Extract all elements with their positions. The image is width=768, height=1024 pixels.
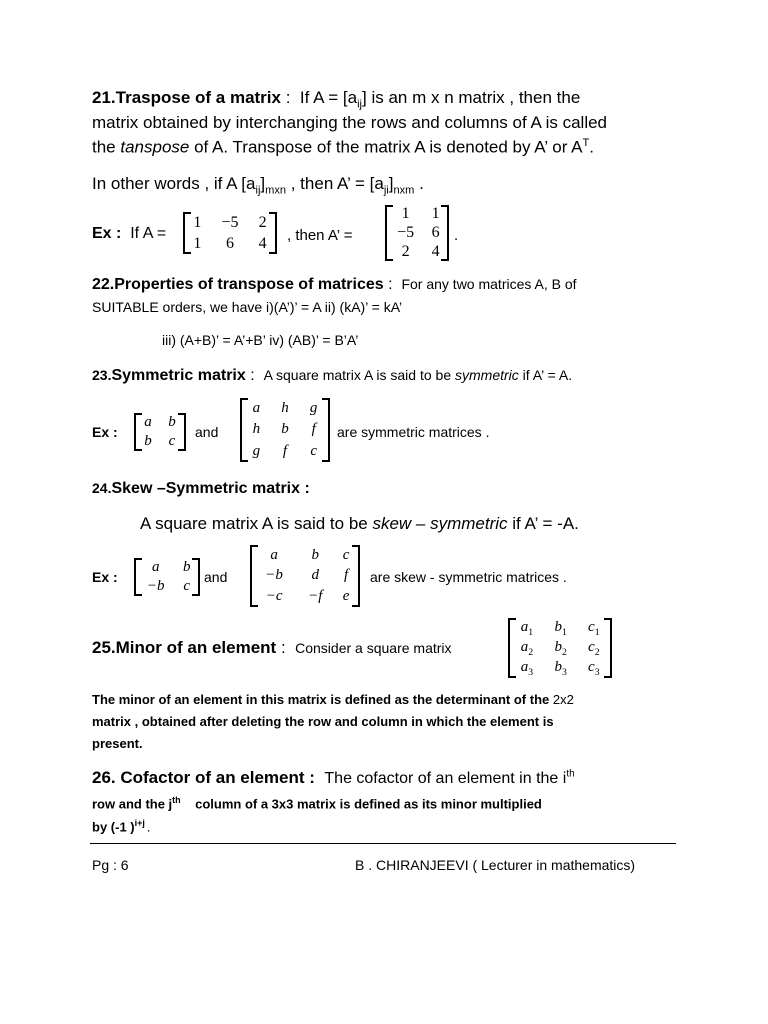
s21-line3 [92,137,594,158]
idx: 3 [528,666,534,678]
s24-def-italic: skew – symmetric [372,514,508,533]
matrix-cell: f [282,442,288,459]
var: b [554,658,563,675]
s22-colon: : [388,276,393,293]
s23-and: and [195,424,219,440]
matrix-cell: 2 [401,242,410,260]
ow-sub3: ji [383,184,389,197]
s24-definition [140,514,579,534]
matrix-cell: c [183,578,191,594]
idx: 3 [594,666,600,678]
s21-example-label [92,225,166,243]
s21-line3-end: . [589,137,594,157]
s24-ex-label: Ex : [92,569,118,585]
s21-ex-label: Ex : [92,225,122,242]
matrix-cell: 1 [401,205,410,223]
matrix-cell [510,618,544,638]
matrix-cell: c [168,433,176,449]
s21-line3-pre: the [92,137,121,157]
matrix-cell: b [281,421,289,438]
s21-line3-post: of A. Transpose of the matrix A is denoted by A’ or A [189,137,583,157]
matrix-cell: 1 [193,234,202,252]
matrix-A [183,212,277,254]
matrix-cell: b [144,433,152,449]
s26-sup-th2: th [172,795,181,805]
matrix-cell: a [144,414,152,430]
matrix-cell: h [281,400,289,417]
s25-line [92,638,452,658]
s25-para-line1 [92,692,574,707]
s26-line1 [92,768,575,788]
idx: 1 [562,626,567,638]
s22-heading: 22.Properties of transpose of matrices [92,276,384,293]
s21-line1 [92,88,580,110]
var: c [588,638,595,655]
matrix-cell: d [311,567,319,584]
matrix-cell [544,638,578,658]
idx: 1 [594,626,600,638]
matrix-cell: g [309,400,318,417]
s26-l2-pre: row and the j [92,796,173,812]
matrix-A-transpose [385,205,449,261]
s25-p1: The minor of an element in this matrix is defined as the determinant of the [92,692,550,707]
idx: 1 [528,626,534,638]
matrix-cell: b [182,559,191,575]
idx: 2 [528,646,534,658]
s26-rest: The cofactor of an element in the i [324,770,567,787]
matrix-cell [544,618,578,638]
matrix-cell: c [342,546,350,563]
var: c [588,658,595,675]
matrix-cell: 4 [431,242,440,260]
general-matrix-3x3 [508,618,612,678]
idx: 3 [562,666,567,678]
ow-mid: ] [260,174,266,193]
matrix-cell [578,638,610,658]
matrix-cell: 1 [431,205,440,223]
s26-sup-th1: th [566,768,575,780]
s23-colon: : [250,367,255,384]
s26-l3-post: . [144,823,150,834]
s26-l2-post: column of a 3x3 matrix is defined as its minor multiplied [195,796,542,812]
s25-heading: 25.Minor of an element [92,638,277,657]
footer-page-number: Pg : 6 [92,857,129,873]
matrix-cell: a [252,400,261,417]
s23-num: 23. [92,367,112,383]
s23-rest-italic: symmetric [455,367,519,383]
s25-para-line2: matrix , obtained after deleting the row and column in which the element is [92,714,554,729]
var: b [554,618,563,635]
matrix-cell: h [252,421,261,438]
matrix-cell: 6 [225,234,234,252]
matrix-cell: f [344,567,349,584]
s23-line [92,367,572,385]
s22-line1 [92,276,577,294]
matrix-cell: −b [146,578,165,594]
s21-sup-T: T [582,137,590,149]
s25-rest: Consider a square matrix [295,640,452,656]
ow-mid3: ] [388,174,394,193]
var: a [520,638,529,655]
s23-ex-label: Ex : [92,424,118,440]
matrix-cell: b [168,414,176,430]
idx: 2 [562,646,567,658]
s22-line1-text: For any two matrices A, B of [401,276,577,292]
footer-author: B . CHIRANJEEVI ( Lecturer in mathematics) [355,857,636,873]
s21-line3-italic: tanspose [120,137,190,157]
s21-colon: : [285,88,291,107]
ow-sub4: nxm [393,184,415,197]
s23-are: are symmetric matrices . [337,424,490,440]
s24-num: 24. [92,480,112,496]
skew-matrix-2x2 [134,558,200,596]
matrix-cell: −5 [221,213,239,231]
matrix-cell [578,618,610,638]
s26-line2 [92,795,542,811]
skew-matrix-3x3 [250,545,360,607]
matrix-cell: c [310,442,317,459]
s24-def-pre: A square matrix A is said to be [140,514,373,533]
matrix-cell: 1 [193,213,202,231]
var: a [520,658,529,675]
s26-line3 [92,818,150,834]
s21-ex-dot: . [454,227,459,244]
matrix-cell: −f [308,588,323,605]
s26-sup-ij: i+j [134,818,145,828]
s22-line2: SUITABLE orders, we have i)(A’)’ = A ii) (kA)’ = kA’ [92,299,403,315]
matrix-cell: b [311,546,319,563]
footer-divider [90,843,676,844]
s25-p1-end: 2x2 [552,692,574,707]
matrix-cell: f [311,421,316,438]
s24-and: and [204,569,228,585]
s22-line3: iii) (A+B)’ = A’+B’ iv) (AB)’ = B’A’ [162,332,359,348]
s25-colon: : [280,638,286,657]
matrix-cell: 4 [258,234,267,252]
matrix-cell [544,658,578,678]
s23-heading: Symmetric matrix [111,367,246,384]
matrix-cell: −c [265,588,283,605]
sym-matrix-3x3 [240,398,330,462]
s21-line2: matrix obtained by interchanging the rows and columns of A is called [92,113,608,132]
s23-rest-post: if A’ = A. [518,367,573,383]
matrix-cell: e [342,588,350,605]
ow-sub1: ij [255,184,261,197]
var: c [588,618,595,635]
matrix-cell: 6 [431,223,440,241]
matrix-cell: 2 [258,213,267,231]
matrix-cell: −5 [397,223,415,241]
s24-heading-line [92,480,310,498]
s26-heading: 26. Cofactor of an element : [92,768,315,787]
s24-are: are skew - symmetric matrices . [370,569,567,585]
matrix-cell [510,638,544,658]
matrix-cell [578,658,610,678]
s21-ex-then: , then A’ = [287,227,353,244]
matrix-cell: a [151,559,160,575]
s21-sub-ij: ij [357,98,363,111]
s23-rest-pre: A square matrix A is said to be [263,367,455,383]
s24-heading: Skew –Symmetric matrix : [111,480,310,497]
matrix-cell [510,658,544,678]
var: b [554,638,563,655]
s21-other-words [92,174,424,196]
ow-pre: In other words , if A [a [92,174,256,193]
idx: 2 [594,646,600,658]
ow-sub2: mxn [265,184,287,197]
matrix-cell: g [252,442,261,459]
s21-heading: 21.Traspose of a matrix [92,88,281,107]
s21-line1-text: If A = [a [299,88,358,107]
s24-def-post: if A’ = -A. [507,514,579,533]
s21-line1-tail: ] is an m x n matrix , then the [362,88,581,107]
s26-l3-pre: by (-1 ) [92,819,135,835]
ow-mid2: , then A’ = [a [286,174,384,193]
s21-ex-if: If A = [130,225,167,242]
s25-para-line3: present. [92,736,143,751]
ow-end: . [414,174,424,193]
matrix-cell: −b [265,567,283,584]
sym-matrix-2x2 [134,413,186,451]
var: a [520,618,529,635]
matrix-cell: a [270,546,278,563]
